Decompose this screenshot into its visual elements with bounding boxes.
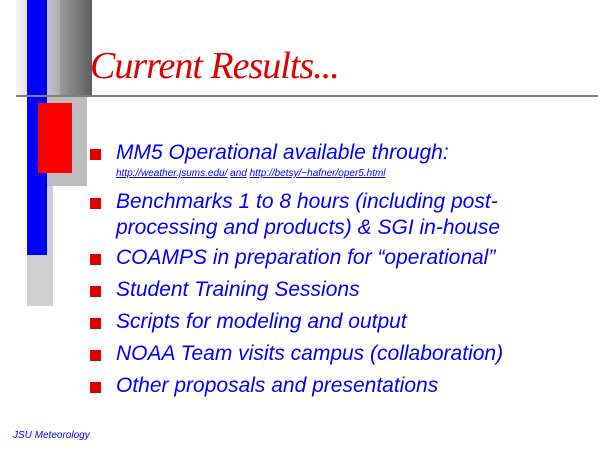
bullet-square-icon (90, 254, 101, 265)
decorative-red-block (38, 103, 72, 173)
bullet-square-icon (90, 350, 101, 361)
links-and: and (230, 168, 247, 179)
link-weather[interactable]: http://weather.jsums.edu/ (116, 168, 228, 179)
link-oper5[interactable]: http://betsy/~hafner/oper5.html (249, 168, 386, 179)
bullet-text: Benchmarks 1 to 8 hours (including post-processing and products) & SGI in-house (116, 190, 501, 239)
list-item (90, 309, 595, 335)
bullet-list (90, 140, 595, 399)
bullet-text: Student Training Sessions (116, 278, 360, 301)
title-rule (16, 95, 598, 97)
list-item (90, 341, 595, 367)
slide-title: Current Results... (90, 45, 339, 87)
bullet-square-icon (90, 382, 101, 393)
bullet-square-icon (90, 198, 101, 209)
decorative-gradient-dark (60, 0, 92, 96)
footer-label: JSU Meteorology (13, 430, 90, 441)
bullet-square-icon (90, 149, 101, 160)
list-item (90, 140, 595, 166)
list-item (90, 245, 595, 271)
bullet-text: NOAA Team visits campus (collaboration) (116, 342, 504, 365)
list-item (90, 373, 595, 399)
bullet-square-icon (90, 286, 101, 297)
list-item (90, 277, 595, 303)
bullet-text: MM5 Operational available through: (116, 141, 449, 164)
bullet-square-icon (90, 318, 101, 329)
bullet-text: Other proposals and presentations (116, 374, 439, 397)
decorative-margin (0, 0, 16, 96)
list-item (90, 189, 595, 241)
bullet-text: Scripts for modeling and output (116, 310, 407, 333)
links-line (90, 165, 595, 183)
bullet-text: COAMPS in preparation for “operational” (116, 246, 496, 269)
